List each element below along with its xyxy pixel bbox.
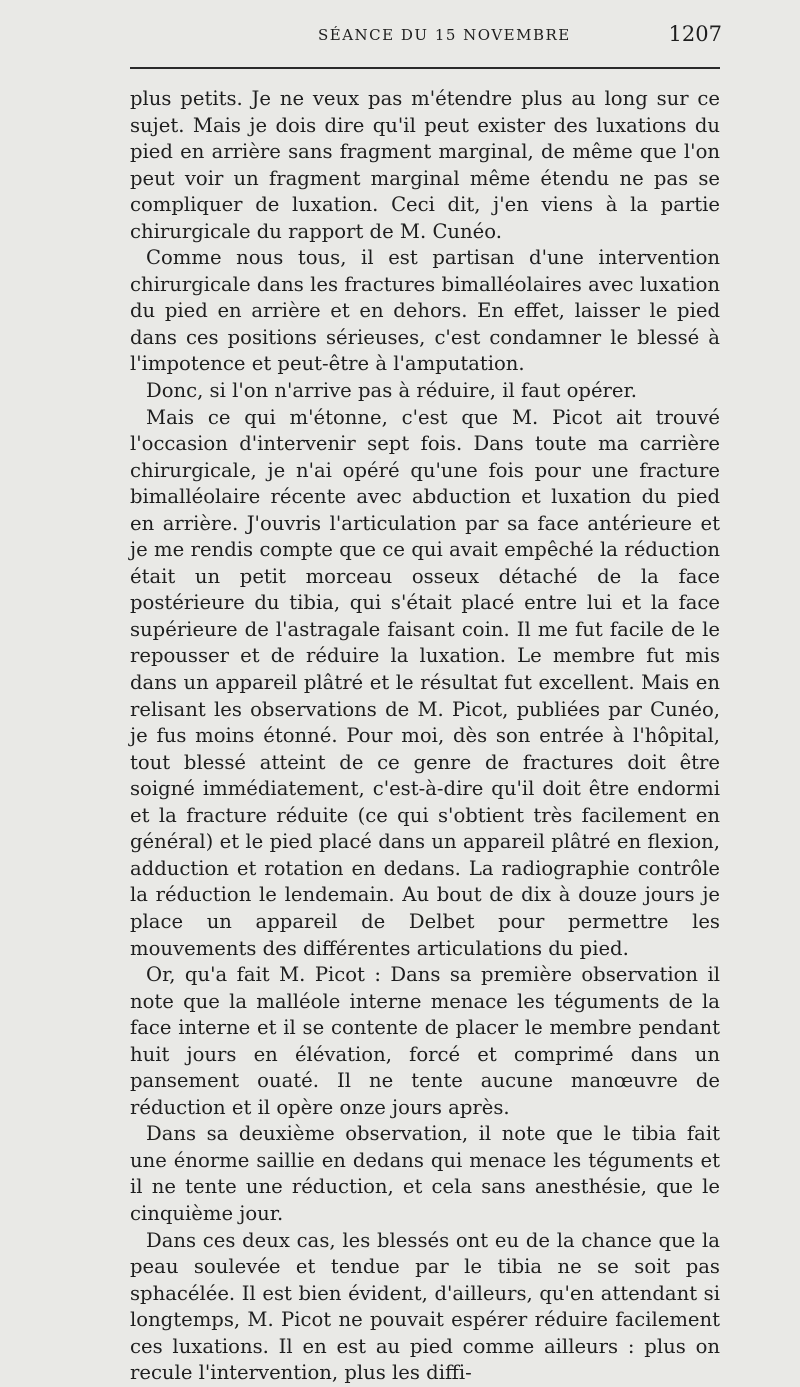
paragraph: Mais ce qui m'étonne, c'est que M. Picot ait trouvé l'occasion d'intervenir sept fois. Dans toute ma carrière chirurgicale, je n'ai opéré qu'une fois pour une fracture bimalléolaire récente avec abduction et luxation du pied en arrière. J'ouvris l'articulation par sa face antérieure et je me rendis compte que ce qui avait empêché la réduction était un petit morceau osseux détaché de la face postérieure du tibia, qui s'était placé entre lui et la face supérieure de l'astragale faisant coin. Il me fut facile de le repousser et de réduire la luxation. Le membre fut mis dans un appareil plâtré et le résultat fut excellent. Mais en relisant les observations de M. Picot, publiées par Cunéo, je fus moins étonné. Pour moi, dès son entrée à l'hôpital, tout blessé atteint de ce genre de fractures doit être soigné immédiatement, c'est-à-dire qu'il doit être endormi et la fracture réduite (ce qui s'obtient très facilement en général) et le pied placé dans un appareil plâtré en flexion, adduction et rotation en dedans. La radiographie contrôle la réduction le lendemain. Au bout de dix à douze jours je place un appareil de Delbet pour permettre les mouvements des différentes articulations du pied. [130, 405, 720, 960]
paragraph: Dans ces deux cas, les blessés ont eu de la chance que la peau soulevée et tendue par le tibia ne se soit pas sphacélée. Il est bien évident, d'ailleurs, qu'en attendant si longtemps, M. Picot ne pouvait espérer réduire facilement ces luxations. Il en est au pied comme ailleurs : plus on recule l'intervention, plus les diffi- [130, 1228, 720, 1385]
paragraph: Comme nous tous, il est partisan d'une intervention chirurgicale dans les fractures bimalléolaires avec luxation du pied en arrière et en dehors. En effet, laisser le pied dans ces positions sérieuses, c'est condamner le blessé à l'impotence et peut-être à l'amputation. [130, 246, 720, 376]
header-rule [130, 67, 720, 69]
running-title: SÉANCE DU 15 NOVEMBRE [318, 26, 571, 44]
paragraph: Donc, si l'on n'arrive pas à réduire, il faut opérer. [146, 379, 637, 403]
paragraph: Or, qu'a fait M. Picot : Dans sa première observation il note que la malléole interne menace les téguments de la face interne et il se contente de placer le membre pendant huit jours en élévation, forcé et comprimé dans un pansement ouaté. Il ne tente aucune manœuvre de réduction et il opère onze jours après. [130, 963, 720, 1119]
paragraph: plus petits. Je ne veux pas m'étendre plus au long sur ce sujet. Mais je dois dire qu'il peut exister des luxations du pied en arrière sans fragment marginal, de même que l'on peut voir un fragment marginal même étendu ne pas se compliquer de luxation. Ceci dit, j'en viens à la partie chirurgicale du rapport de M. Cunéo. [130, 87, 720, 243]
body-text [130, 86, 720, 1387]
page-header [130, 22, 722, 52]
page-number: 1207 [668, 22, 722, 46]
paragraph: Dans sa deuxième observation, il note que le tibia fait une énorme saillie en dedans qui menace les téguments et il ne tente une réduction, et cela sans anesthésie, que le cinquième jour. [130, 1122, 720, 1225]
